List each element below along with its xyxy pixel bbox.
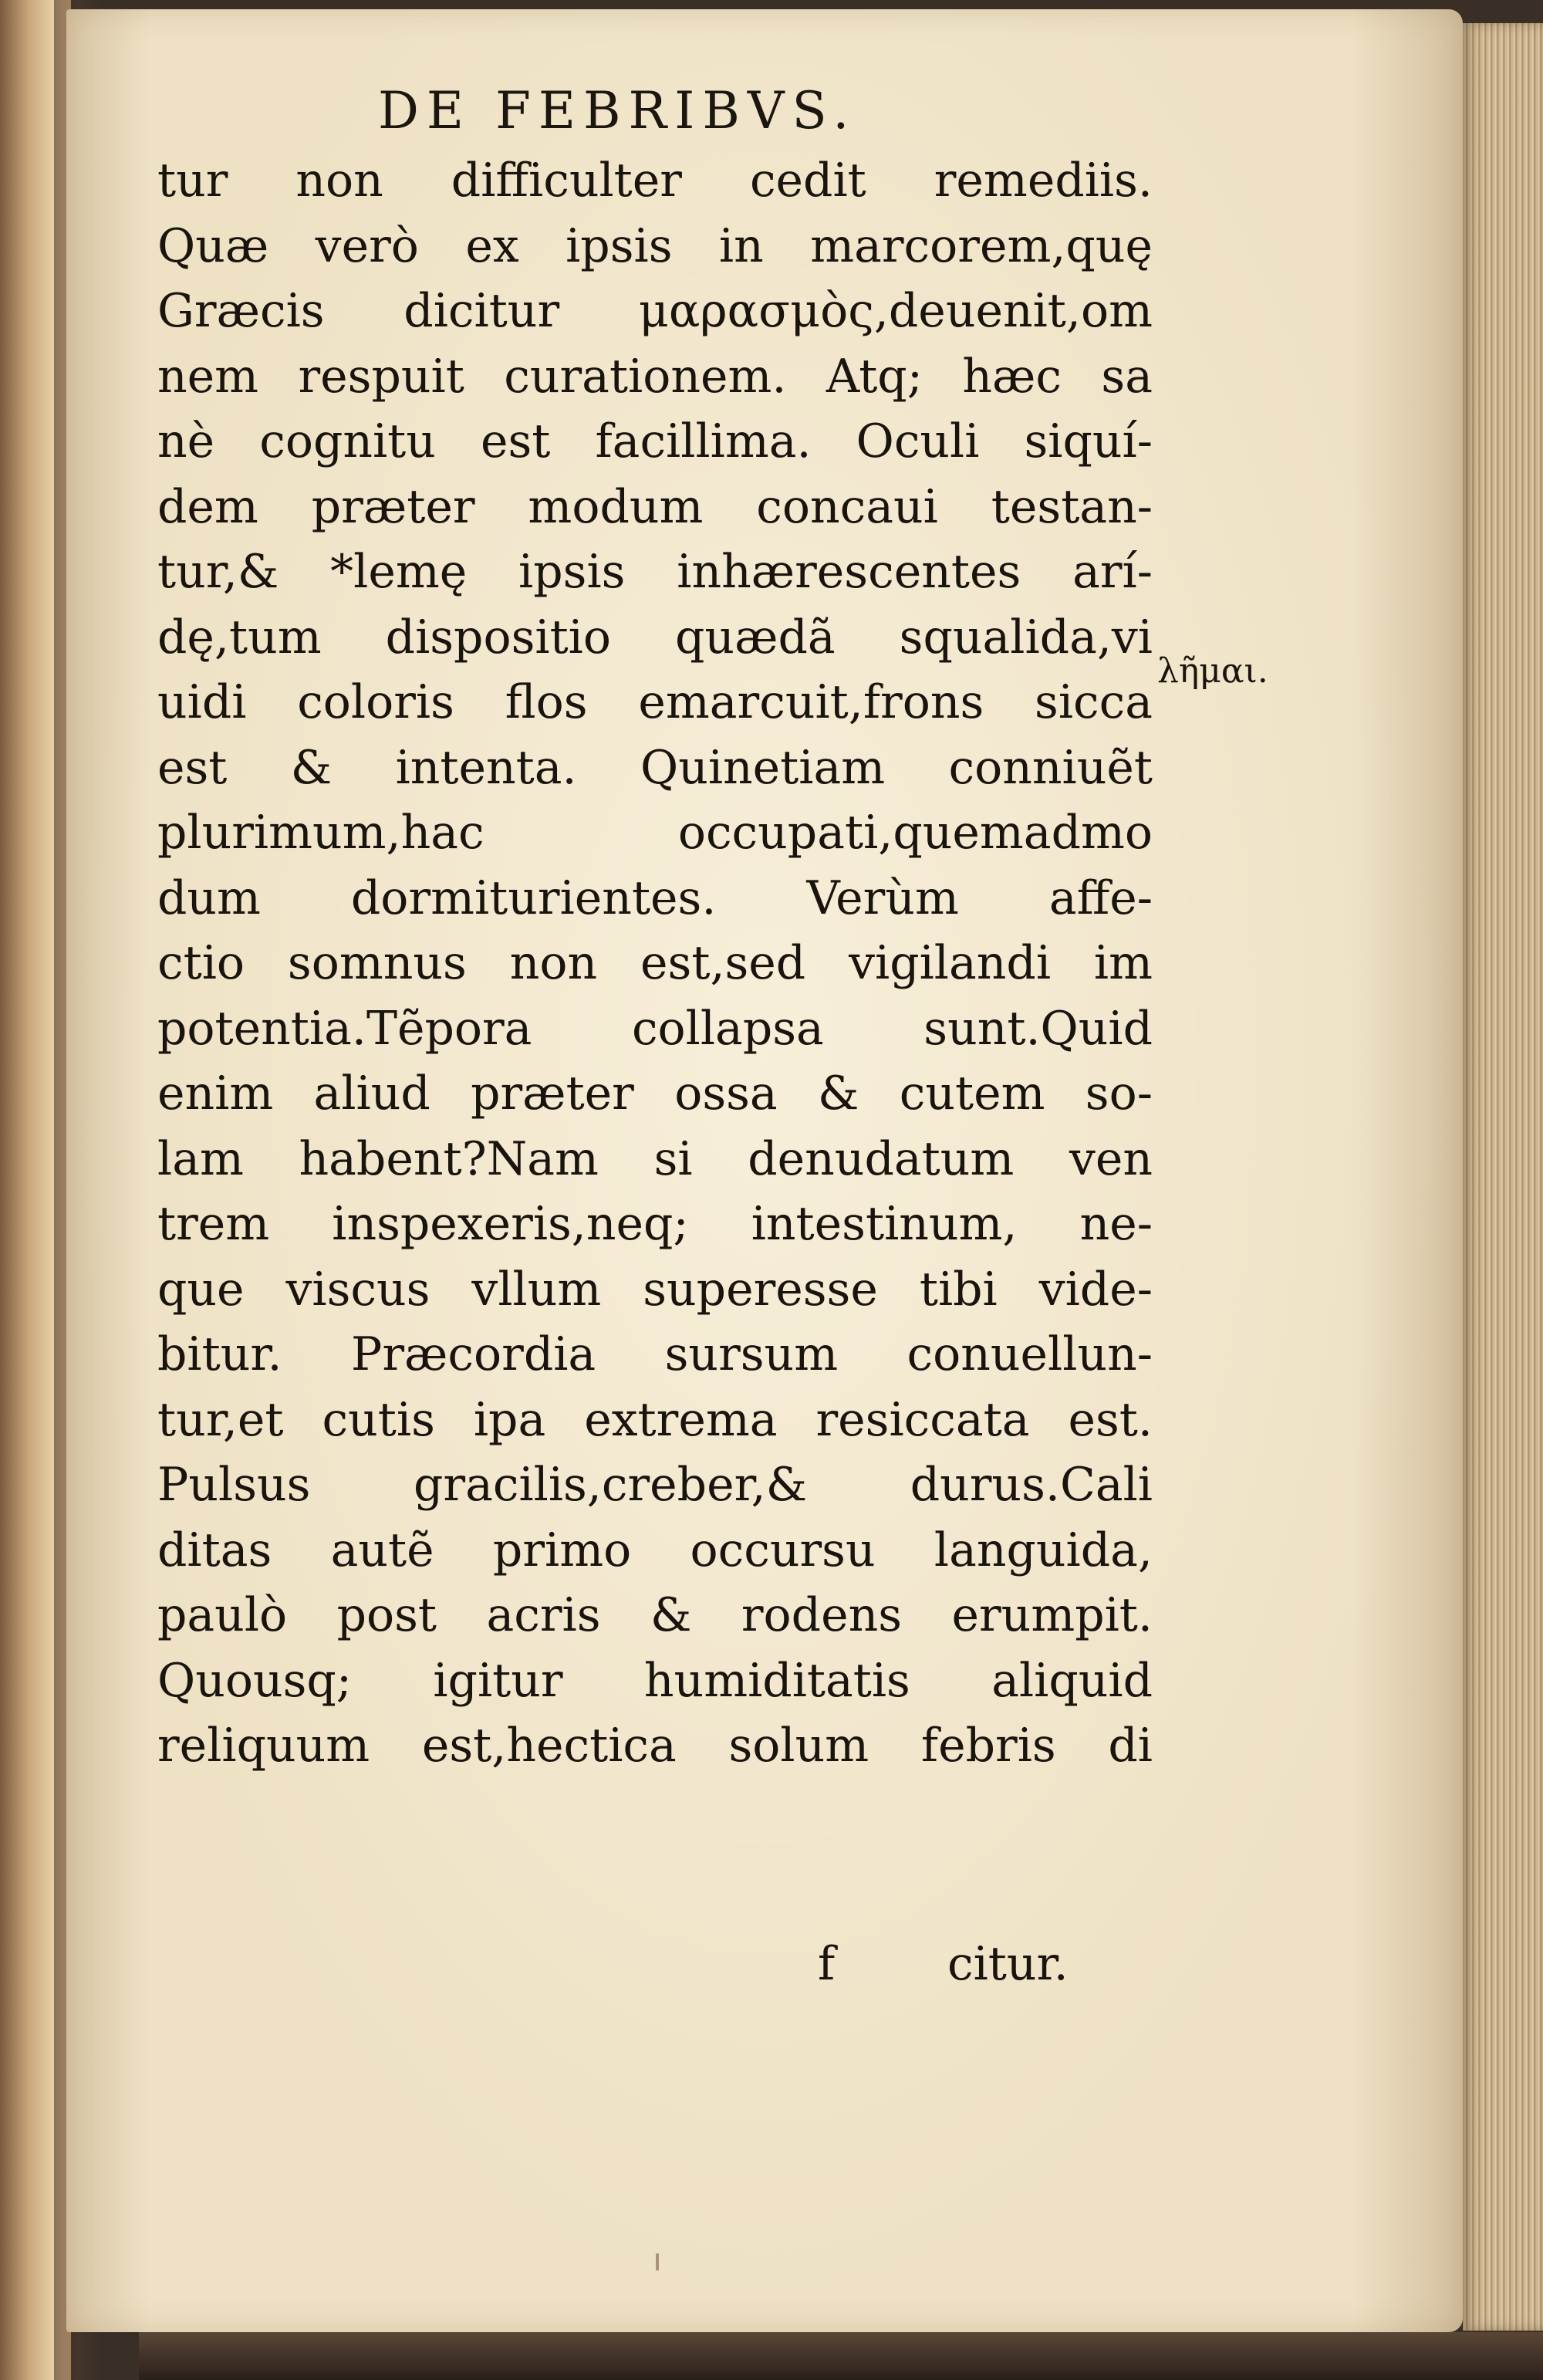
text-line: dum dormiturientes. Verùm affe- — [157, 871, 1153, 925]
text-line: Quæ verò ex ipsis in marcorem,quę — [157, 218, 1153, 273]
catchword: citur. — [947, 1937, 1069, 1991]
text-line: enim aliud præter ossa & cutem so- — [157, 1067, 1153, 1121]
text-line: trem inspexeris,neq; intestinum, ne- — [157, 1197, 1153, 1251]
text-line: dę,tum dispositio quædã squalida,vi — [157, 610, 1153, 664]
text-line: plurimum,hac occupati,quemadmo — [157, 806, 1153, 860]
text-line: dem præter modum concaui testan- — [157, 479, 1153, 534]
text-line: paulò post acris & rodens erumpit. — [157, 1588, 1153, 1642]
text-line: tur,et cutis ipa extrema resiccata est. — [157, 1392, 1153, 1447]
text-line: nem respuit curationem. Atq; hæc sa — [157, 349, 1153, 404]
text-line: ctio somnus non est,sed vigilandi im — [157, 936, 1153, 990]
text-line: est & intenta. Quinetiam conniuẽt — [157, 740, 1153, 795]
text-line: Græcis dicitur μαρασμὸς,deuenit,om — [157, 284, 1153, 338]
text-line: tur,& *lemę ipsis inhærescentes arí- — [157, 545, 1153, 599]
running-head: DE FEBRIBVS. — [378, 81, 857, 140]
text-line: potentia.Tẽpora collapsa sunt.Quid — [157, 1001, 1153, 1056]
text-line: Quousq; igitur humiditatis aliquid — [157, 1653, 1153, 1708]
text-line: reliquum est,hectica solum febris di — [157, 1719, 1153, 1773]
body-text — [157, 148, 1153, 1779]
book-bottom-edge — [139, 2332, 1543, 2380]
marginal-note: λῆμαι. — [1157, 651, 1268, 691]
page-fore-edge — [1463, 23, 1543, 2331]
paper-speck — [656, 2253, 659, 2270]
text-line: que viscus vllum superesse tibi vide- — [157, 1262, 1153, 1317]
text-line: lam habent?Nam si denudatum ven — [157, 1131, 1153, 1186]
text-line: bitur. Præcordia sursum conuellun- — [157, 1327, 1153, 1381]
text-line: ditas autẽ primo occursu languida, — [157, 1523, 1153, 1577]
text-line: uidi coloris flos emarcuit,frons sicca — [157, 675, 1153, 729]
signature-mark: f — [818, 1937, 836, 1991]
text-line: Pulsus gracilis,creber,& durus.Cali — [157, 1458, 1153, 1512]
text-line: nè cognitu est facillima. Oculi siquí- — [157, 414, 1153, 468]
text-line: tur non difficulter cedit remediis. — [157, 154, 1153, 208]
